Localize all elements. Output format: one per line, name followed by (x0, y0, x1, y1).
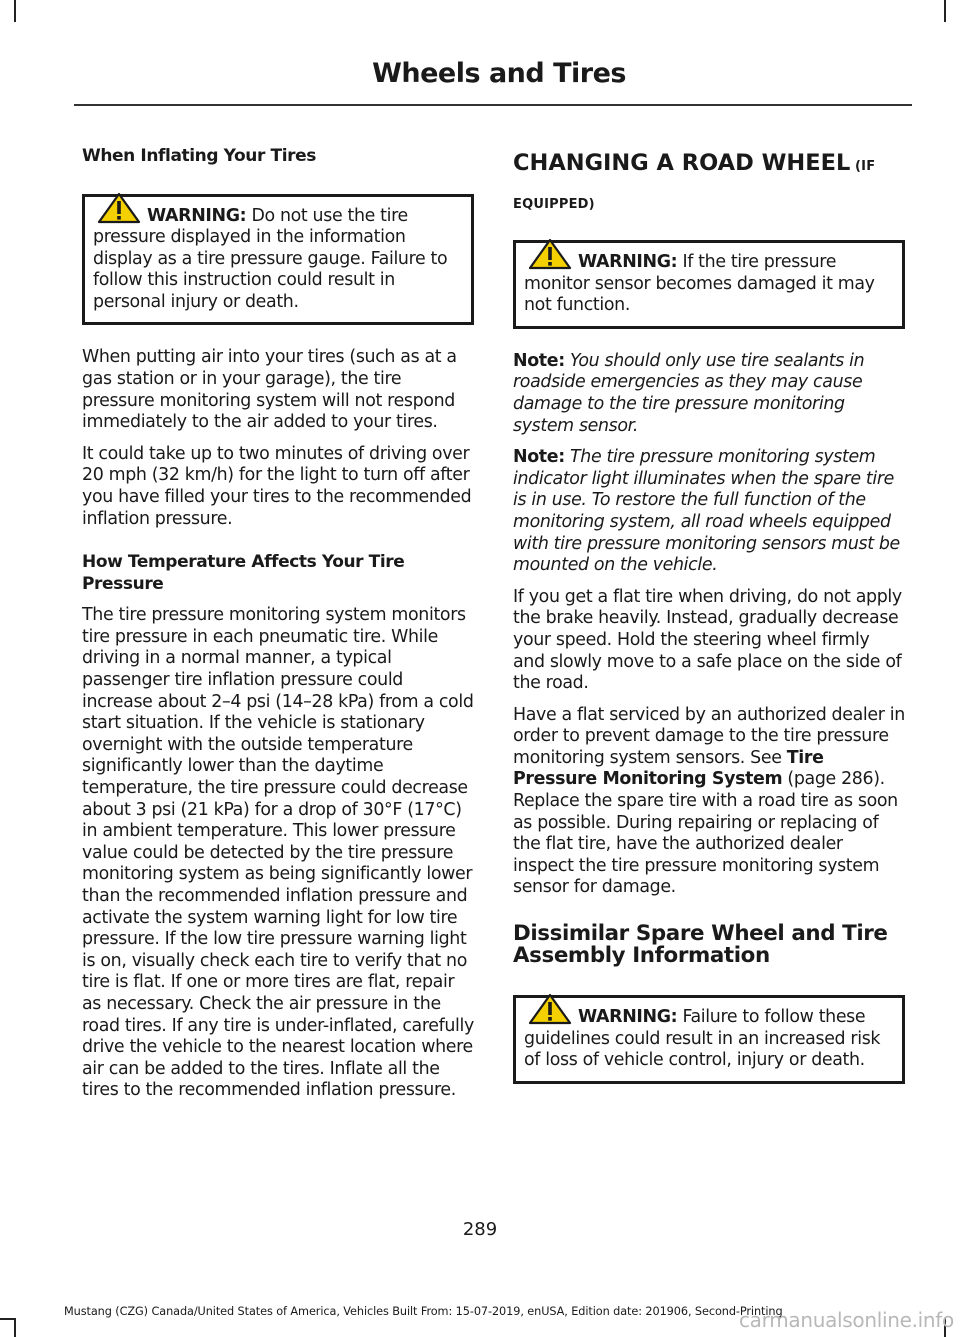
paragraph-text: Have a flat serviced by an authorized dealer in order to prevent damage to the tire pressure monitoring system sensors. See (513, 704, 905, 768)
page-number: 289 (462, 1219, 498, 1240)
warning-label: WARNING: (147, 205, 247, 226)
warning-text: Do not use the tire pressure displayed in the information display as a tire pressure gauge. Failure to follow this instruction could result in personal injury or death. (93, 205, 448, 312)
warning-triangle-icon (97, 192, 141, 224)
warning-text: Failure to follow these guidelines could result in an increased risk of loss of vehicle control, injury or death. (524, 1007, 881, 1071)
cross-reference-link[interactable]: Tire Pressure Monitoring System (513, 747, 824, 790)
note-text: You should only use tire sealants in roadside emergencies as they may cause damage to the tire pressure monitoring system sensor. (513, 350, 865, 436)
paragraph (513, 705, 905, 899)
section-title (513, 146, 905, 222)
warning-triangle-icon (528, 993, 572, 1025)
note (513, 351, 905, 437)
warning-text: If the tire pressure monitor sensor becomes damaged it may not function. (524, 252, 875, 316)
note (513, 447, 905, 577)
note-label: Note: (513, 350, 565, 371)
paragraph-text: (page 286). Replace the spare tire with a road tire as soon as possible. During repairing or replacing of the flat tire, have the authorized dealer inspect the tire pressure monitoring system sensor for damage. (513, 769, 898, 898)
paragraph: When putting air into your tires (such as at a gas station or in your garage), the tire pressure monitoring system will not respond immediately to the air added to your tires. (82, 347, 457, 433)
note-label: Note: (513, 447, 565, 468)
header-rule (74, 104, 912, 106)
inflating-heading: When Inflating Your Tires (82, 146, 316, 166)
temperature-heading: How Temperature Affects Your Tire Pressure (82, 552, 405, 594)
paragraph: It could take up to two minutes of driving over 20 mph (32 km/h) for the light to turn off after you have filled your tires to the recommended inflation pressure. (82, 443, 472, 529)
warning-box (82, 194, 474, 326)
right-column (513, 146, 905, 1106)
left-column (82, 146, 474, 1112)
paragraph: If you get a flat tire when driving, do not apply the brake heavily. Instead, gradually decrease your speed. Hold the steering wheel firmly and slowly move to a safe place on the side of the road. (513, 586, 902, 694)
page-header-title: Wheels and Tires (372, 58, 626, 89)
warning-box (513, 240, 905, 329)
warning-box (513, 995, 905, 1084)
warning-triangle-icon (528, 238, 572, 270)
paragraph: The tire pressure monitoring system monitors tire pressure in each pneumatic tire. While driving in a normal manner, a typical passenger tire inflation pressure could increase about 2–4 psi (14–28 kPa) from a cold start situation. If the vehicle is stationary overnight with the outside temperature significantly lower than the daytime temperature, the tire pressure could decrease about 3 psi (21 kPa) for a drop of 30°F (17°C) in ambient temperature. This lower pressure value could be detected by the tire pressure monitoring system as being significantly lower than the recommended inflation pressure and activate the system warning light for low tire pressure. If the low tire pressure warning light is on, visually check each tire to verify that no tire is flat. If one or more tires are flat, repair as necessary. Check the air pressure in the road tires. If any tire is under-inflated, carefully drive the vehicle to the nearest location where air can be added to the tires. Inflate all the tires to the recommended inflation pressure. (82, 605, 474, 1101)
crop-mark (14, 1318, 16, 1337)
section-title-tail: (IF EQUIPPED) (513, 159, 876, 212)
watermark: carmanualsonline.info (738, 1308, 954, 1332)
crop-mark (944, 0, 946, 22)
dissimilar-heading: Dissimilar Spare Wheel and Tire Assembly Information (513, 921, 888, 969)
warning-label: WARNING: (578, 252, 678, 272)
crop-mark (0, 1318, 16, 1320)
section-title-main: CHANGING A ROAD WHEEL (513, 150, 851, 176)
note-text: The tire pressure monitoring system indicator light illuminates when the spare tire is in use. To restore the full function of the monitoring system, all road wheels equipped with tire pressure monitoring sensors must be mounted on the vehicle. (513, 447, 900, 576)
warning-label: WARNING: (578, 1007, 678, 1028)
footer-text: Mustang (CZG) Canada/United States of America, Vehicles Built From: 15-07-2019, enUSA, Edition date: 201906, Second-Printing (64, 1305, 783, 1318)
crop-mark (14, 0, 16, 22)
